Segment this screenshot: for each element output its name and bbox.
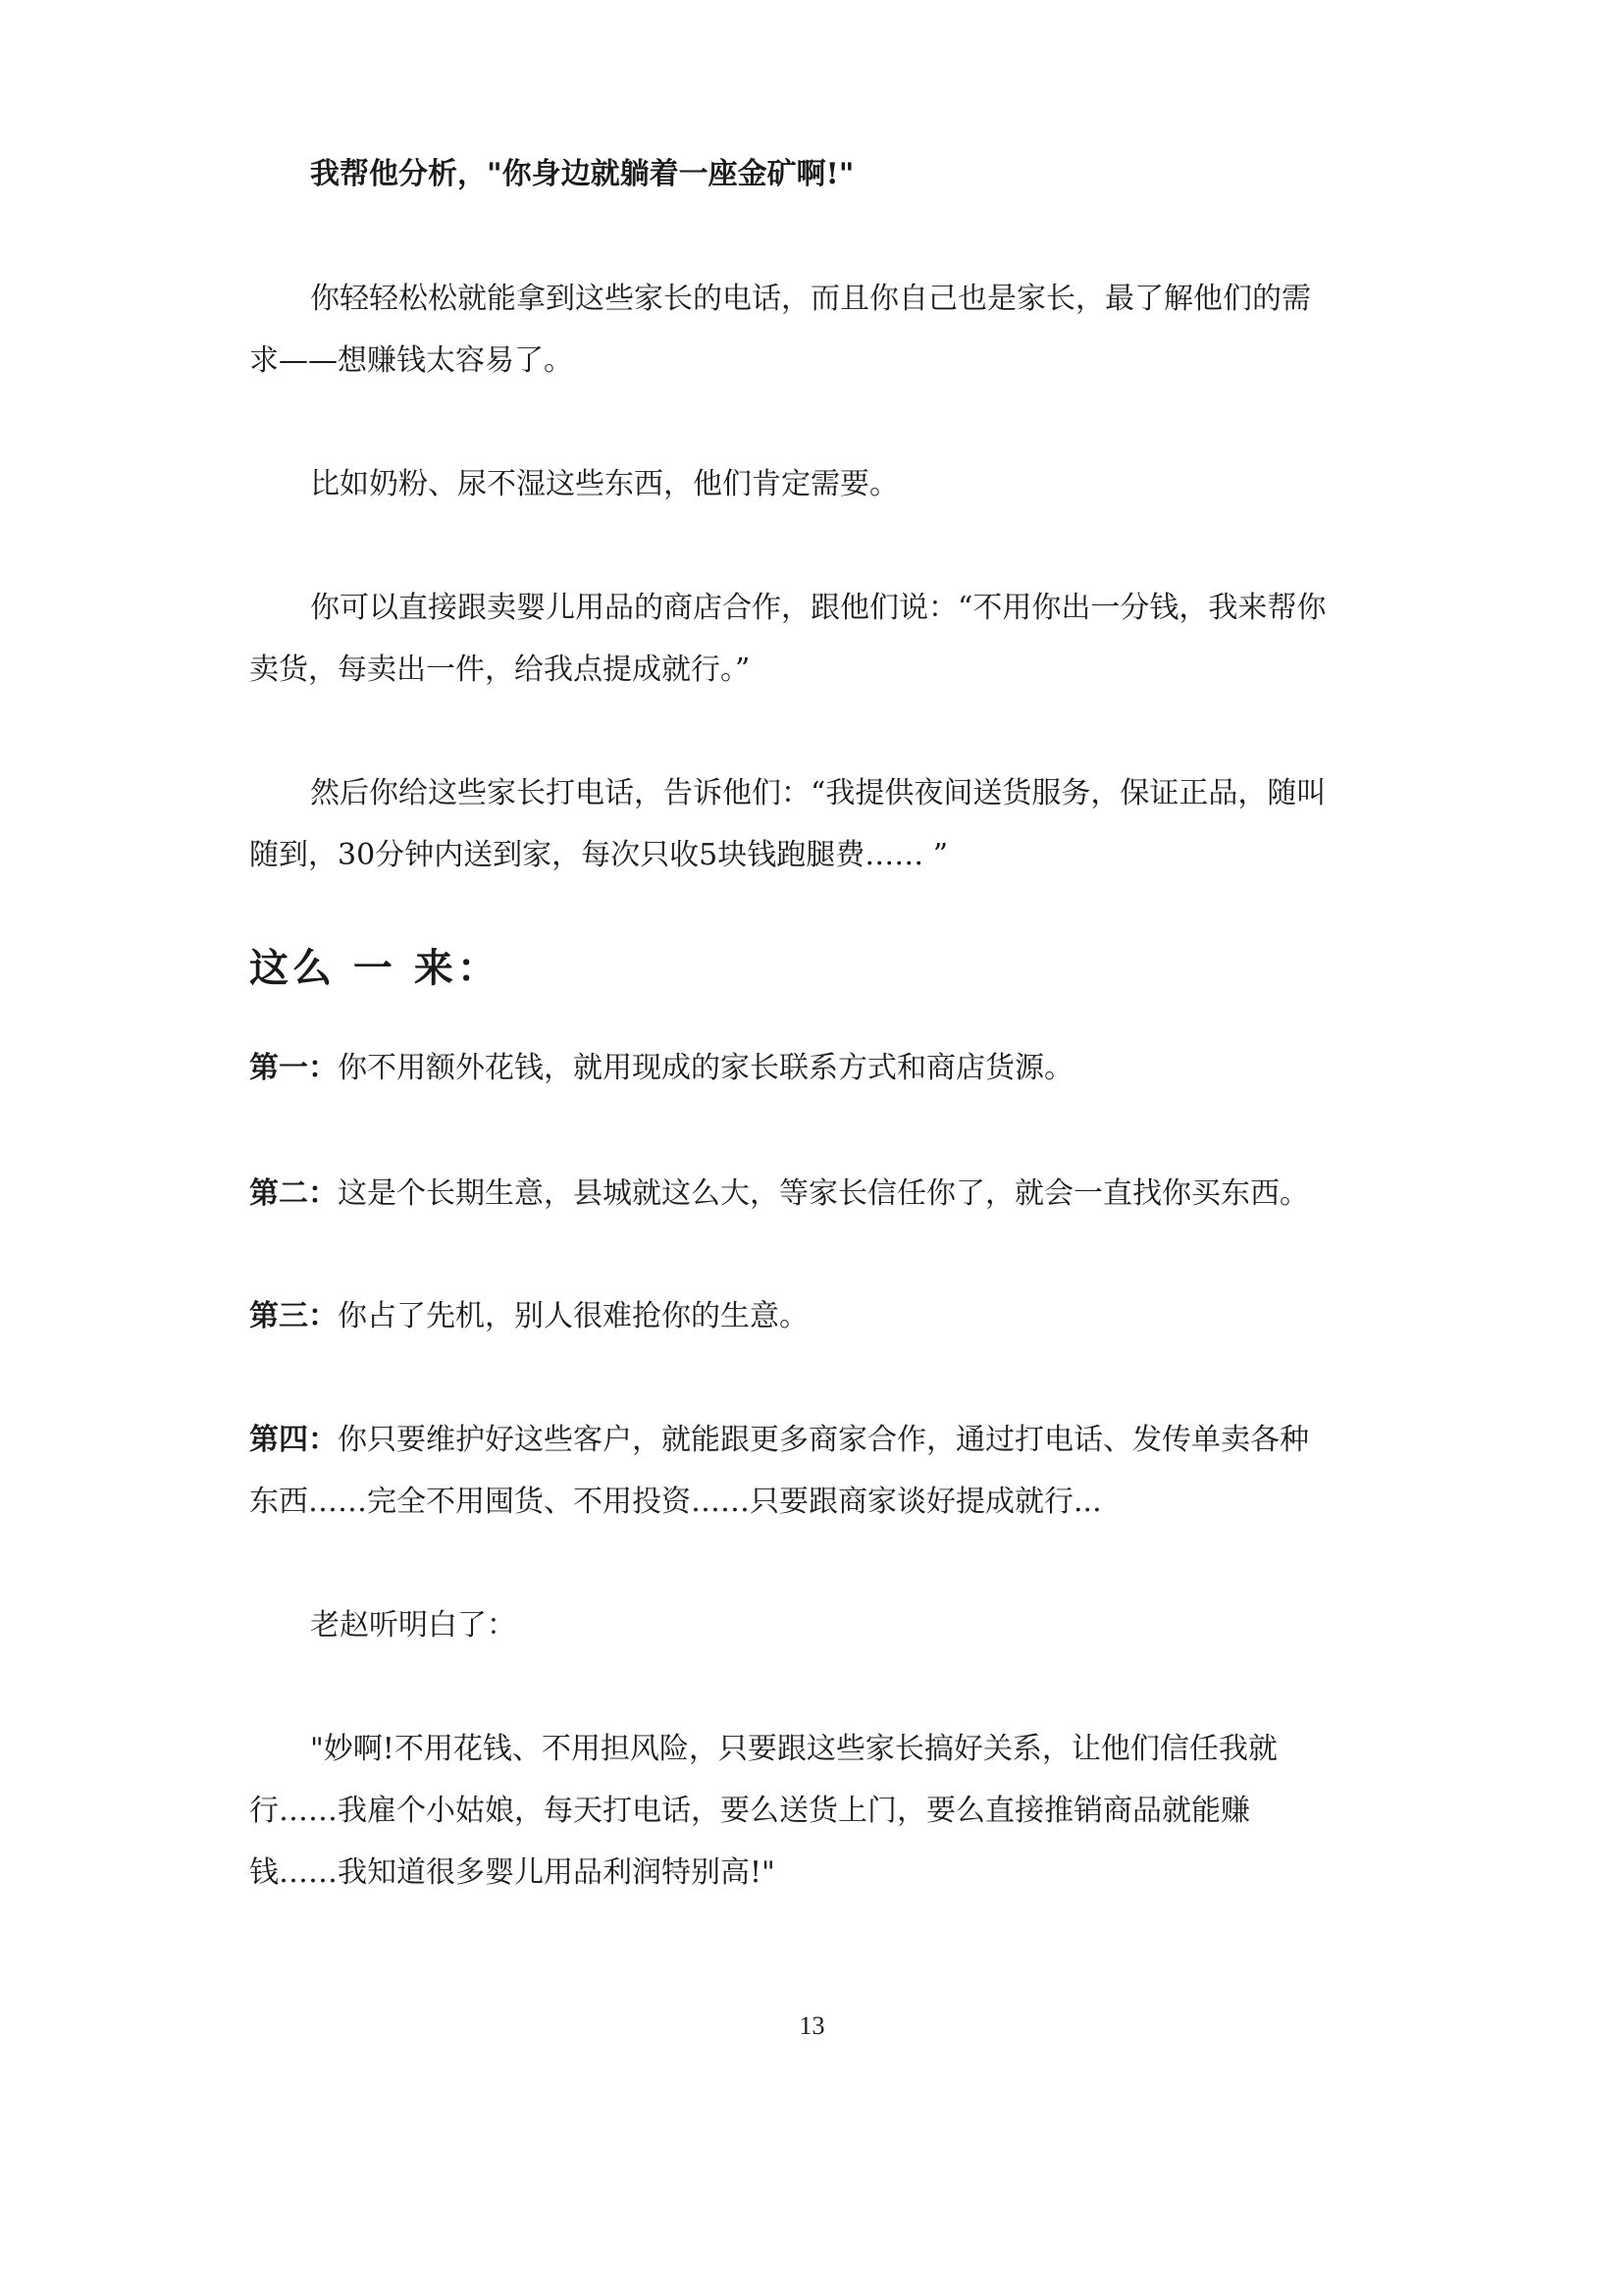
point-text: 你占了先机，别人很难抢你的生意。 [338, 1299, 809, 1333]
paragraph-analysis: 我帮他分析，"你身边就躺着一座金矿啊!" [310, 157, 855, 191]
point-separator: ： [308, 1051, 338, 1085]
paragraph-parents-phone: 你轻轻松松就能拿到这些家长的电话，而且你自己也是家长，最了解他们的需求——想赚钱太容易了。 [249, 282, 1311, 378]
point-text: 你只要维护好这些客户，就能跟更多商家合作，通过打电话、发传单卖各种东西……完全不用囤货、不用投资……只要跟商家谈好提成就行... [249, 1423, 1309, 1519]
paragraph-store-cooperation: 你可以直接跟卖婴儿用品的商店合作，跟他们说：“不用你出一分钱，我来帮你卖货，每卖出一件，给我点提成就行。” [249, 591, 1327, 687]
point-lead: 第二 [249, 1176, 308, 1211]
point-item-1 [249, 1037, 1329, 1099]
point-item-4 [249, 1409, 1329, 1533]
paragraph-lao-zhao-quote: "妙啊!不用花钱、不用担风险，只要跟这些家长搞好关系，让他们信任我就行……我雇个小姑娘，每天打电话，要么送货上门，要么直接推销商品就能赚钱……我知道很多婴儿用品利润特别高!" [249, 1732, 1278, 1890]
point-lead: 第四 [249, 1423, 308, 1457]
point-item-2 [249, 1163, 1329, 1225]
section-heading: 这么 一 来： [249, 945, 500, 991]
point-separator: ： [308, 1423, 338, 1457]
point-lead: 第三 [249, 1299, 308, 1333]
point-separator: ： [308, 1299, 338, 1333]
paragraph-milk-diapers: 比如奶粉、尿不湿这些东西，他们肯定需要。 [310, 467, 899, 501]
point-text: 你不用额外花钱，就用现成的家长联系方式和商店货源。 [338, 1051, 1074, 1085]
paragraph-lao-zhao: 老赵听明白了： [310, 1608, 516, 1643]
point-text: 这是个长期生意，县城就这么大，等家长信任你了，就会一直找你买东西。 [338, 1176, 1309, 1211]
point-separator: ： [308, 1176, 338, 1211]
point-lead: 第一 [249, 1051, 308, 1085]
page-number: 13 [799, 2011, 825, 2040]
paragraph-delivery-service: 然后你给这些家长打电话，告诉他们：“我提供夜间送货服务，保证正品，随叫随到，30分钟内送到家，每次只收5块钱跑腿费…… ” [249, 776, 1327, 872]
point-item-3 [249, 1285, 1329, 1347]
